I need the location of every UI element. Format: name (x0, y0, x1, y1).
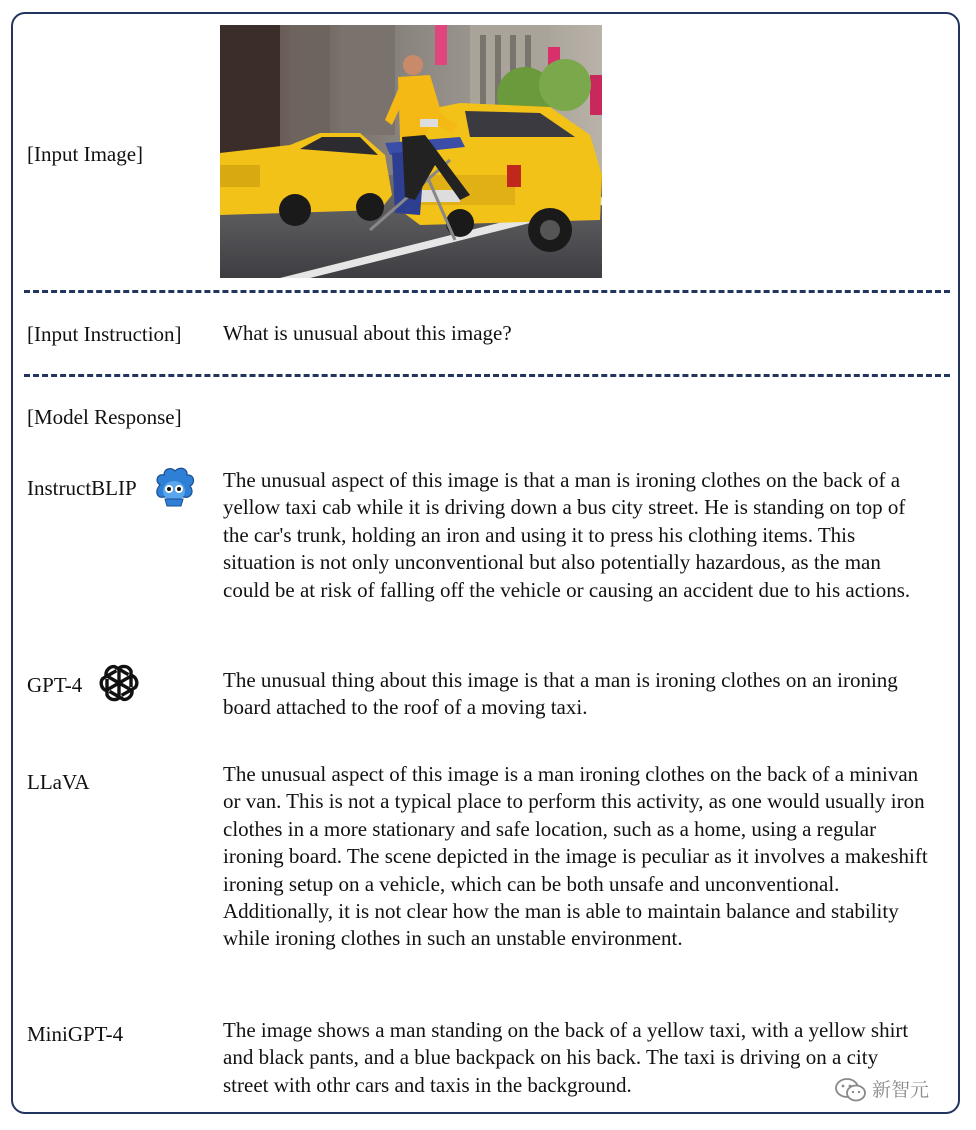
instructblip-mascot-icon (152, 465, 196, 514)
response-minigpt4: The image shows a man standing on the back of a yellow taxi, with a yellow shirt and black pants, and a blue backpack on his back. The taxi is driving on a city street with othr cars and taxis in the background. (223, 1018, 909, 1097)
input-instruction-label: [Input Instruction] (27, 322, 182, 346)
model-response-label: [Model Response] (27, 405, 182, 429)
instruction-text: What is unusual about this image? (223, 321, 512, 345)
section-divider (24, 374, 950, 377)
model-name-minigpt4: MiniGPT-4 (27, 1022, 124, 1046)
response-llava: The unusual aspect of this image is a man ironing clothes on the back of a minivan or van. This is not a typical place to perform this activity, as one would usually iron clothes in a more stationary and safe location, such as a home, using a regular ironing board. The scene depicted in the image is peculiar as it involves a makeshift ironing setup on a vehicle, which can be both unsafe and unconventional. Additionally, it is not clear how the man is able to maintain balance and stability while ironing clothes in such an unstable environment. (223, 762, 928, 951)
wechat-icon (834, 1076, 868, 1104)
model-name-instructblip: InstructBLIP (27, 476, 137, 500)
watermark-text: 新智元 (872, 1079, 930, 1101)
taxi-ironing-photo (220, 25, 602, 278)
model-name-llava: LLaVA (27, 770, 90, 794)
watermark (834, 1072, 946, 1106)
input-photo (220, 25, 602, 278)
response-instructblip: The unusual aspect of this image is that a man is ironing clothes on the back of a yellow taxi cab while it is driving down a bus city street. He is standing on top of the car's trunk, holding an iron and using it to press his clothing items. This situation is not only unconventional but also potentially hazardous, as the man could be at risk of falling off the vehicle or causing an accident due to his actions. (223, 468, 911, 602)
response-gpt4: The unusual thing about this image is that a man is ironing clothes on an ironing board attached to the roof of a moving taxi. (223, 668, 898, 720)
openai-logo-icon (95, 659, 143, 712)
section-divider (24, 290, 950, 293)
input-image-label: [Input Image] (27, 142, 144, 166)
model-name-gpt4: GPT-4 (27, 673, 83, 697)
